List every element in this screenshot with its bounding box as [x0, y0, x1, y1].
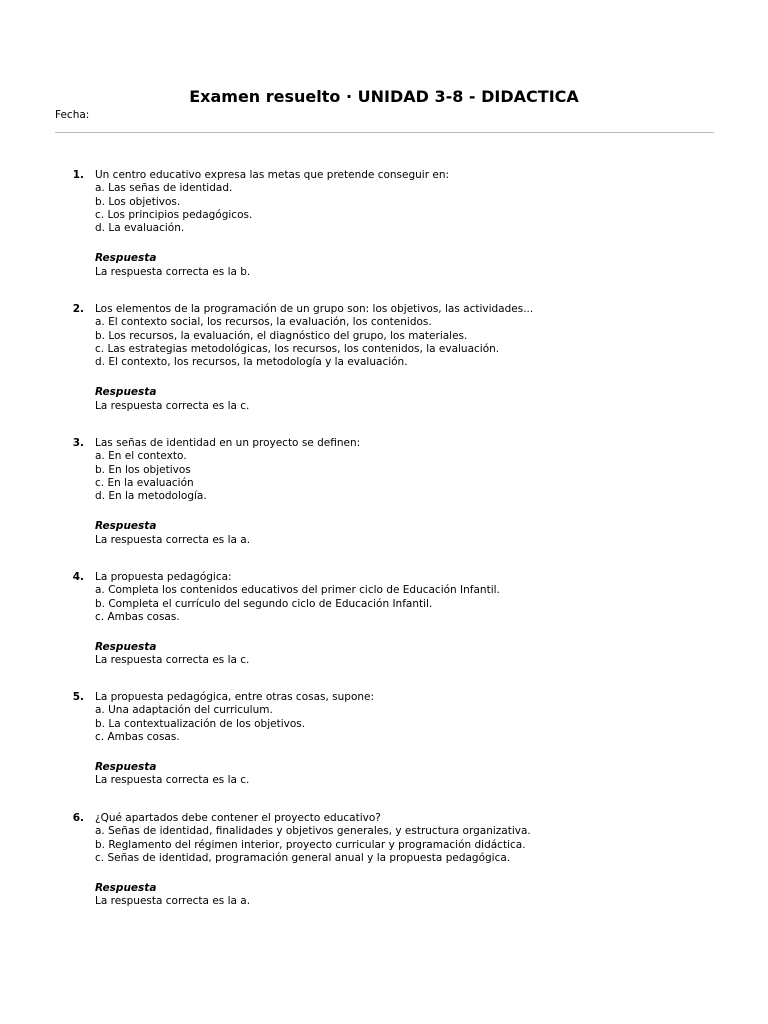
answer-label: Respuesta: [95, 520, 157, 533]
answer-label: Respuesta: [95, 761, 157, 774]
answer-option: b. Los recursos, la evaluación, el diagnóstico del grupo, los materiales.: [95, 329, 468, 342]
answer-text: La respuesta correcta es la b.: [95, 265, 251, 278]
answer-option: b. Los objetivos.: [95, 195, 181, 208]
question-number: 5.: [72, 691, 84, 703]
answer-option: c. Las estrategias metodológicas, los recursos, los contenidos, la evaluación.: [95, 342, 500, 355]
question-body: [95, 571, 715, 668]
answer-block: [95, 641, 715, 668]
answer-option: c. Señas de identidad, programación general anual y la propuesta pedagógica.: [95, 851, 511, 864]
answer-option: d. El contexto, los recursos, la metodología y la evaluación.: [95, 356, 408, 369]
question-number: 4.: [72, 571, 84, 583]
answer-option: a. Las señas de identidad.: [95, 182, 233, 195]
question-prompt: Las señas de identidad en un proyecto se definen:: [95, 437, 361, 449]
question-prompt: Un centro educativo expresa las metas que pretende conseguir en:: [95, 169, 450, 181]
question-number: 2.: [72, 303, 84, 315]
answer-option: a. En el contexto.: [95, 450, 187, 463]
answer-option: a. Completa los contenidos educativos del primer ciclo de Educación Infantil.: [95, 584, 500, 597]
question-body: [95, 169, 715, 279]
answer-text: La respuesta correcta es la c.: [95, 774, 250, 787]
answer-option: c. Los principios pedagógicos.: [95, 208, 253, 221]
answer-option: c. Ambas cosas.: [95, 610, 180, 623]
answer-option: b. Completa el currículo del segundo ciclo de Educación Infantil.: [95, 597, 433, 610]
answer-label: Respuesta: [95, 882, 157, 895]
question-body: [95, 437, 715, 547]
answer-text: La respuesta correcta es la c.: [95, 654, 250, 667]
page-title: Examen resuelto · UNIDAD 3-8 - DIDACTICA: [189, 87, 579, 106]
answer-option: d. En la metodología.: [95, 490, 207, 503]
question-number: 3.: [72, 437, 84, 449]
question-prompt: La propuesta pedagógica:: [95, 571, 232, 583]
answer-option: a. Señas de identidad, finalidades y objetivos generales, y estructura organizativa.: [95, 825, 531, 838]
question-number: 6.: [72, 812, 84, 824]
answer-option: b. La contextualización de los objetivos.: [95, 717, 306, 730]
answer-text: La respuesta correcta es la c.: [95, 399, 250, 412]
answer-option: c. En la evaluación: [95, 476, 194, 489]
answer-text: La respuesta correcta es la a.: [95, 895, 251, 908]
answer-option: b. En los objetivos: [95, 463, 191, 476]
answer-option: d. La evaluación.: [95, 222, 185, 235]
answer-label: Respuesta: [95, 641, 157, 654]
answer-block: [95, 252, 715, 279]
answer-block: [95, 386, 715, 413]
question-prompt: La propuesta pedagógica, entre otras cosas, supone:: [95, 691, 375, 703]
question-number: 1.: [72, 169, 84, 181]
answer-block: [95, 882, 715, 909]
answer-block: [95, 520, 715, 547]
question-prompt: ¿Qué apartados debe contener el proyecto educativo?: [95, 812, 381, 824]
answer-label: Respuesta: [95, 386, 157, 399]
answer-option: a. El contexto social, los recursos, la evaluación, los contenidos.: [95, 316, 432, 329]
question-body: [95, 303, 715, 413]
date-label: Fecha:: [55, 109, 90, 121]
answer-option: b. Reglamento del régimen interior, proyecto curricular y programación didáctica.: [95, 838, 526, 851]
answer-option: c. Ambas cosas.: [95, 730, 180, 743]
question-body: [95, 812, 715, 909]
answer-label: Respuesta: [95, 252, 157, 265]
answer-text: La respuesta correcta es la a.: [95, 533, 251, 546]
question-prompt: Los elementos de la programación de un grupo son: los objetivos, las actividades...: [95, 303, 534, 315]
header-divider: [55, 132, 714, 133]
answer-block: [95, 761, 715, 788]
answer-option: a. Una adaptación del curriculum.: [95, 704, 273, 717]
question-body: [95, 691, 715, 788]
